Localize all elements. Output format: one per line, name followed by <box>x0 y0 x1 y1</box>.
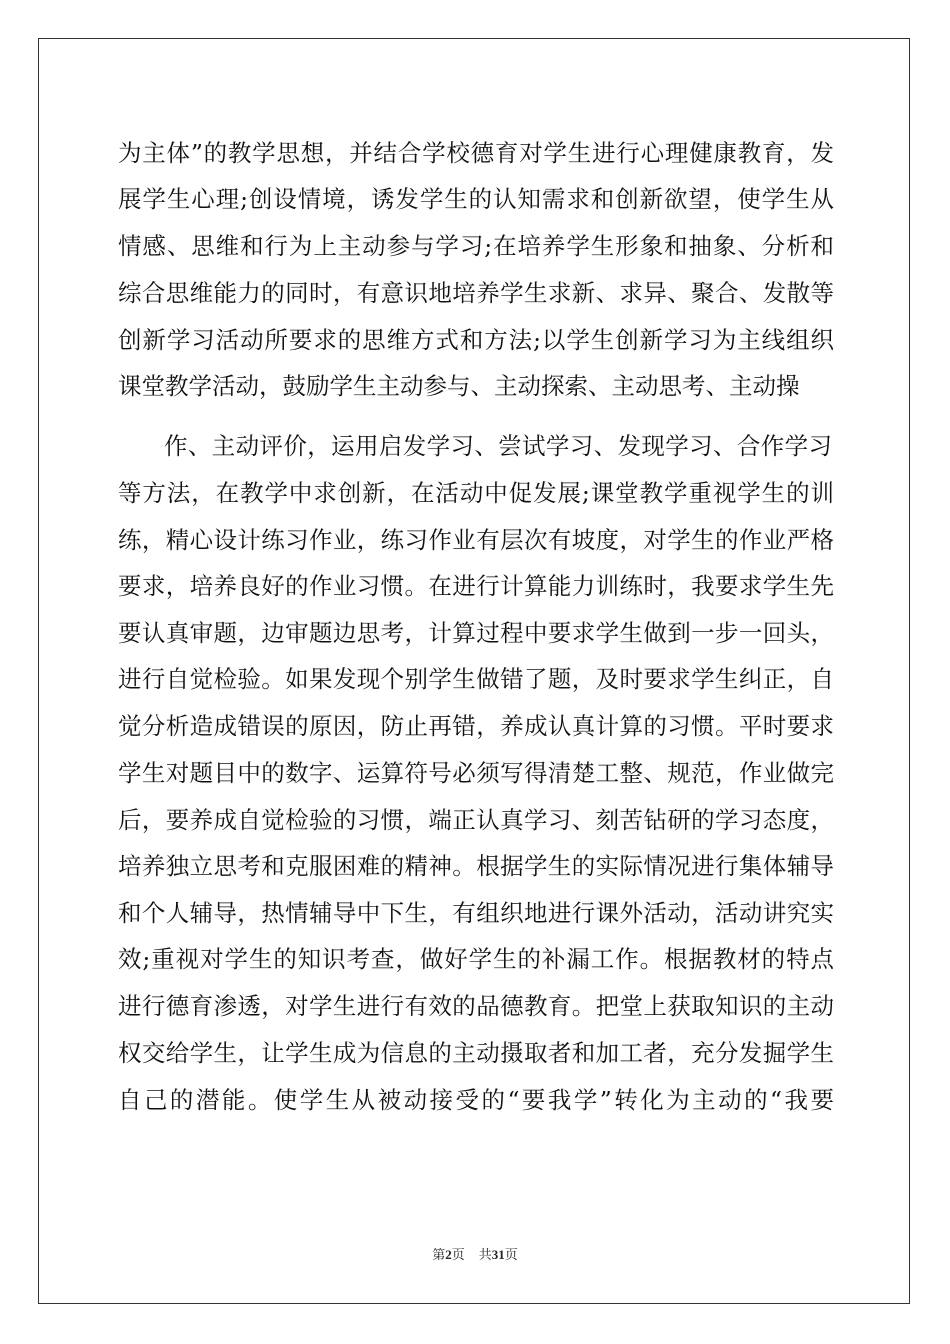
text-line: 自己的潜能。使学生从被动接受的“要我学”转化为主动的“我要 <box>118 1086 834 1114</box>
text-line: 练，精心设计练习作业，练习作业有层次有坡度，对学生的作业严格 <box>118 526 834 554</box>
paragraph-first-line: 作、主动评价，运用启发学习、尝试学习、发现学习、合作学习 <box>164 432 832 460</box>
text-line: 培养独立思考和克服困难的精神。根据学生的实际情况进行集体辅导 <box>118 852 834 880</box>
total-prefix: 共 <box>478 1248 492 1263</box>
text-line: 进行德育渗透，对学生进行有效的品德教育。把堂上获取知识的主动 <box>118 992 834 1020</box>
text-line: 展学生心理;创设情境，诱发学生的认知需求和创新欲望，使学生从 <box>118 185 834 213</box>
page-footer <box>0 1247 950 1264</box>
text-line: 觉分析造成错误的原因，防止再错，养成认真计算的习惯。平时要求 <box>118 712 834 740</box>
text-line: 综合思维能力的同时，有意识地培养学生求新、求异、聚合、发散等 <box>118 279 834 307</box>
text-line: 课堂教学活动，鼓励学生主动参与、主动探索、主动思考、主动操 <box>118 372 800 400</box>
page-number: 2 <box>445 1247 452 1262</box>
total-suffix: 页 <box>504 1248 518 1263</box>
text-line: 要求，培养良好的作业习惯。在进行计算能力训练时，我要求学生先 <box>118 572 834 600</box>
text-line: 效;重视对学生的知识考查，做好学生的补漏工作。根据教材的特点 <box>118 945 834 973</box>
text-line: 创新学习活动所要求的思维方式和方法;以学生创新学习为主线组织 <box>118 326 834 354</box>
text-line: 后，要养成自觉检验的习惯，端正认真学习、刻苦钻研的学习态度， <box>118 806 834 834</box>
page-prefix: 第 <box>432 1248 446 1263</box>
text-line: 要认真审题，边审题边思考，计算过程中要求学生做到一步一回头， <box>118 619 834 647</box>
text-line: 学生对题目中的数字、运算符号必须写得清楚工整、规范，作业做完 <box>118 759 834 787</box>
total-pages: 31 <box>491 1247 505 1262</box>
text-line: 权交给学生，让学生成为信息的主动摄取者和加工者，充分发掘学生 <box>118 1039 834 1067</box>
text-line: 进行自觉检验。如果发现个别学生做错了题，及时要求学生纠正，自 <box>118 665 834 693</box>
text-line: 等方法，在教学中求创新，在活动中促发展;课堂教学重视学生的训 <box>118 479 834 507</box>
text-line: 情感、思维和行为上主动参与学习;在培养学生形象和抽象、分析和 <box>118 232 834 260</box>
page-suffix: 页 <box>451 1248 465 1263</box>
text-line: 为主体”的教学思想，并结合学校德育对学生进行心理健康教育，发 <box>118 139 834 167</box>
text-line: 和个人辅导，热情辅导中下生，有组织地进行课外活动，活动讲究实 <box>118 899 834 927</box>
